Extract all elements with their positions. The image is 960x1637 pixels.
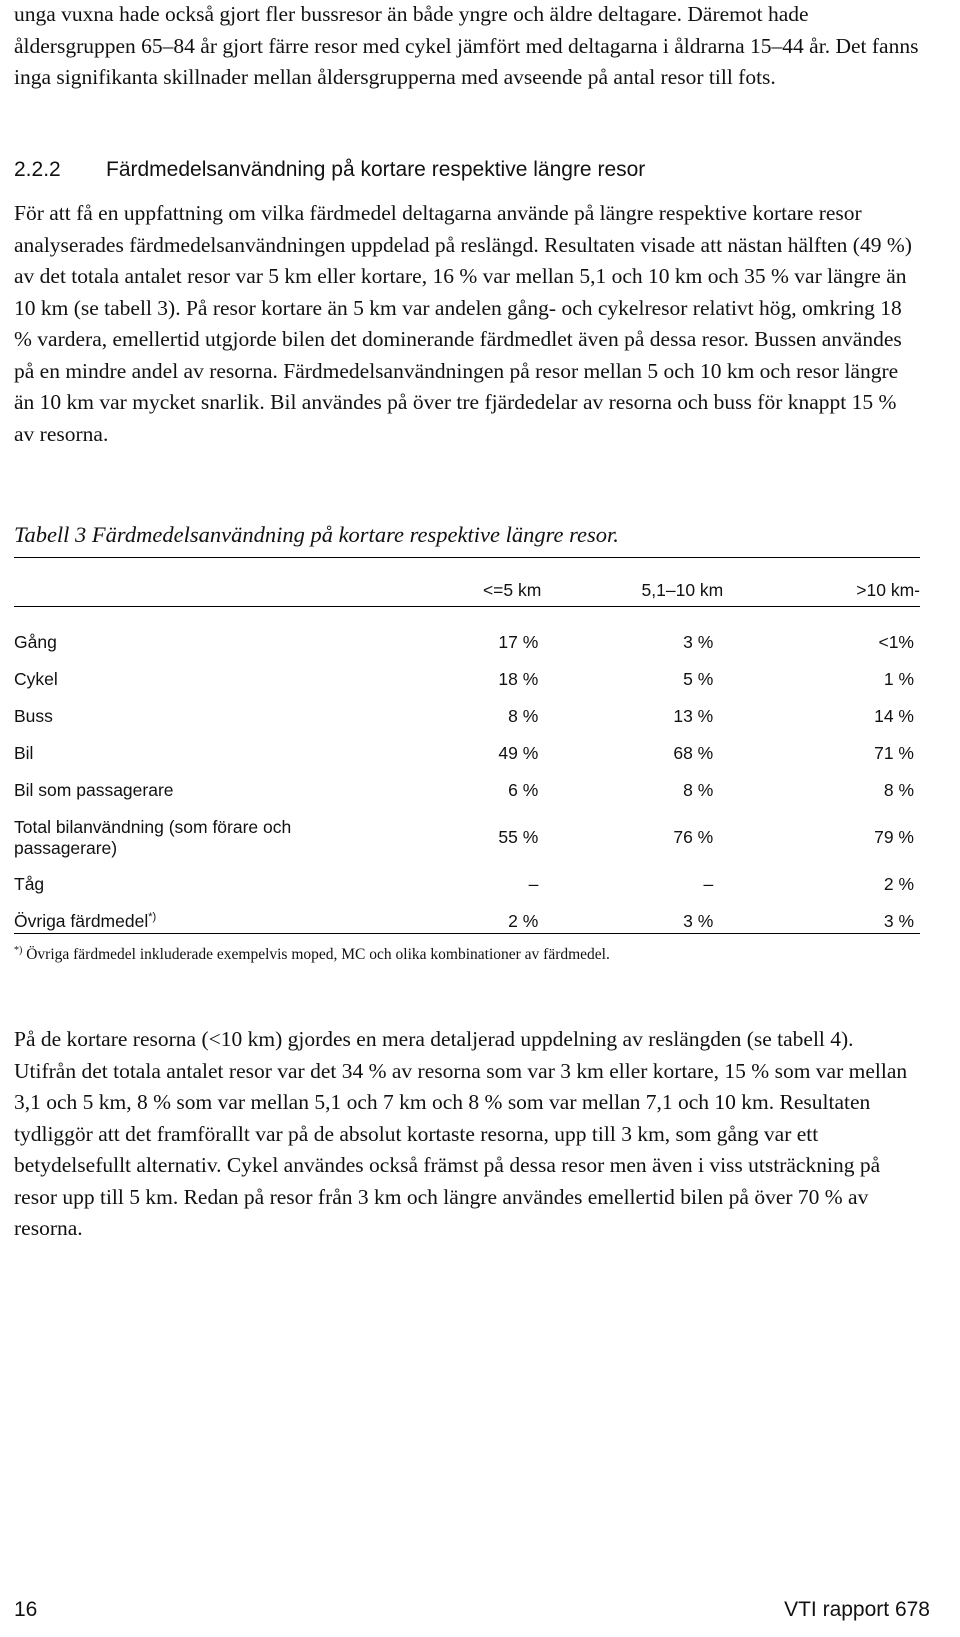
table-row <box>14 903 920 940</box>
table-row <box>14 735 920 772</box>
table-cell: 2 % <box>508 911 539 931</box>
table-cell: 76 % <box>673 827 714 847</box>
footnote-marker: *) <box>14 944 23 956</box>
table-cell: 14 % <box>874 706 914 726</box>
footnote-text: Övriga färdmedel inkluderade exempelvis moped, MC och olika kombinationer av färdmedel. <box>26 946 610 963</box>
section-title: Färdmedelsanvändning på kortare respektive längre resor <box>106 158 646 181</box>
table-cell: 2 % <box>883 874 914 894</box>
page-footer <box>14 1592 930 1628</box>
table-cell: 8 % <box>883 780 914 800</box>
table-cell: 8 % <box>508 706 539 726</box>
column-header: 5,1–10 km <box>641 580 724 600</box>
column-header: <=5 km <box>482 580 542 600</box>
body-paragraph: För att få en uppfattning om vilka färdmedel deltagarna använde på längre respektive kortare resor analyserades färdmedelsanvändningen uppdelad på reslängd. Resultaten visade att nästan hälften (49 %) av det totala antalet resor var 5 km eller kortare, 16 % var mellan 5,1 och 10 km och 35 % var längre än 10 km (se tabell 3). På resor kortare än 5 km var andelen gång- och cykelresor relativt hög, omkring 18 % vardera, emellertid utgjorde bilen det dominerande färdmedlet även på dessa resor. Bussen användes på en mindre andel av resorna. Färdmedelsanvändningen på resor mellan 5 och 10 km och resor längre än 10 km var mycket snarlik. Bil användes på över tre fjärdedelar av resorna och buss för knappt 15 % av resorna. <box>14 201 912 446</box>
table-cell: 1 % <box>883 669 914 689</box>
table-row <box>14 698 920 735</box>
table-cell: 3 % <box>683 911 714 931</box>
section-number: 2.2.2 <box>14 158 61 181</box>
table-cell: 13 % <box>673 706 714 726</box>
row-label: Bil <box>14 743 34 763</box>
row-label: Övriga färdmedel <box>14 911 149 931</box>
row-label: Cykel <box>14 669 58 689</box>
row-label: Bil som passagerare <box>14 780 174 800</box>
table-cell: 71 % <box>874 743 914 763</box>
table-cell: <1% <box>878 632 914 652</box>
data-table <box>14 570 920 940</box>
table-top-rule <box>14 557 920 558</box>
table-cell: 49 % <box>498 743 539 763</box>
row-label: Total bilanvändning (som förare och passagerare) <box>14 816 292 858</box>
table-cell: 6 % <box>508 780 539 800</box>
report-name: VTI rapport 678 <box>784 1598 930 1621</box>
table-cell: 3 % <box>683 632 714 652</box>
table-footnote <box>14 944 610 966</box>
table-cell: – <box>528 874 539 894</box>
table-row <box>14 624 920 661</box>
table-cell: 68 % <box>673 743 714 763</box>
table-cell: 79 % <box>874 827 914 847</box>
row-label-cell <box>14 903 367 940</box>
table-row <box>14 772 920 809</box>
table-cell: 17 % <box>498 632 539 652</box>
column-header: >10 km- <box>856 580 920 600</box>
table-cell: – <box>703 874 714 894</box>
table-row <box>14 809 920 866</box>
row-label: Gång <box>14 632 57 652</box>
table-caption: Tabell 3 Färdmedelsanvändning på kortare respektive längre resor. <box>14 522 619 547</box>
row-label: Buss <box>14 706 53 726</box>
table-row <box>14 866 920 903</box>
table-cell: 3 % <box>883 911 914 931</box>
table-cell: 8 % <box>683 780 714 800</box>
table-cell: 55 % <box>498 827 539 847</box>
column-header <box>14 570 367 624</box>
table-cell: 5 % <box>683 669 714 689</box>
page-number: 16 <box>14 1598 38 1621</box>
footnote-marker: *) <box>148 911 157 924</box>
section-heading <box>14 154 645 186</box>
table-cell: 18 % <box>498 669 539 689</box>
table-row <box>14 661 920 698</box>
table-header-row <box>14 570 920 624</box>
row-label: Tåg <box>14 874 45 894</box>
body-paragraph: På de kortare resorna (<10 km) gjordes en mera detaljerad uppdelning av reslängden (se tabell 4). Utifrån det totala antalet resor var det 34 % av resorna som var 3 km eller kortare, 15 % som var mellan 3,1 och 5 km, 8 % som var mellan 5,1 och 7 km och 8 % som var mellan 7,1 och 10 km. Resultaten tydliggör att det framförallt var på de absolut kortaste resorna, upp till 3 km, som gång var ett betydelsefullt alternativ. Cykel användes också främst på dessa resor men även i viss utsträckning på resor upp till 5 km. Redan på resor från 3 km och längre användes emellertid bilen på över 70 % av resorna. <box>14 1027 908 1240</box>
body-paragraph: unga vuxna hade också gjort fler bussresor än både yngre och äldre deltagare. Däremot hade åldersgruppen 65–84 år gjort färre resor med cykel jämfört med deltagarna i åldrarna 15–44 år. Det fanns inga signifikanta skillnader mellan åldersgrupperna med avseende på antal resor till fots. <box>14 2 919 89</box>
